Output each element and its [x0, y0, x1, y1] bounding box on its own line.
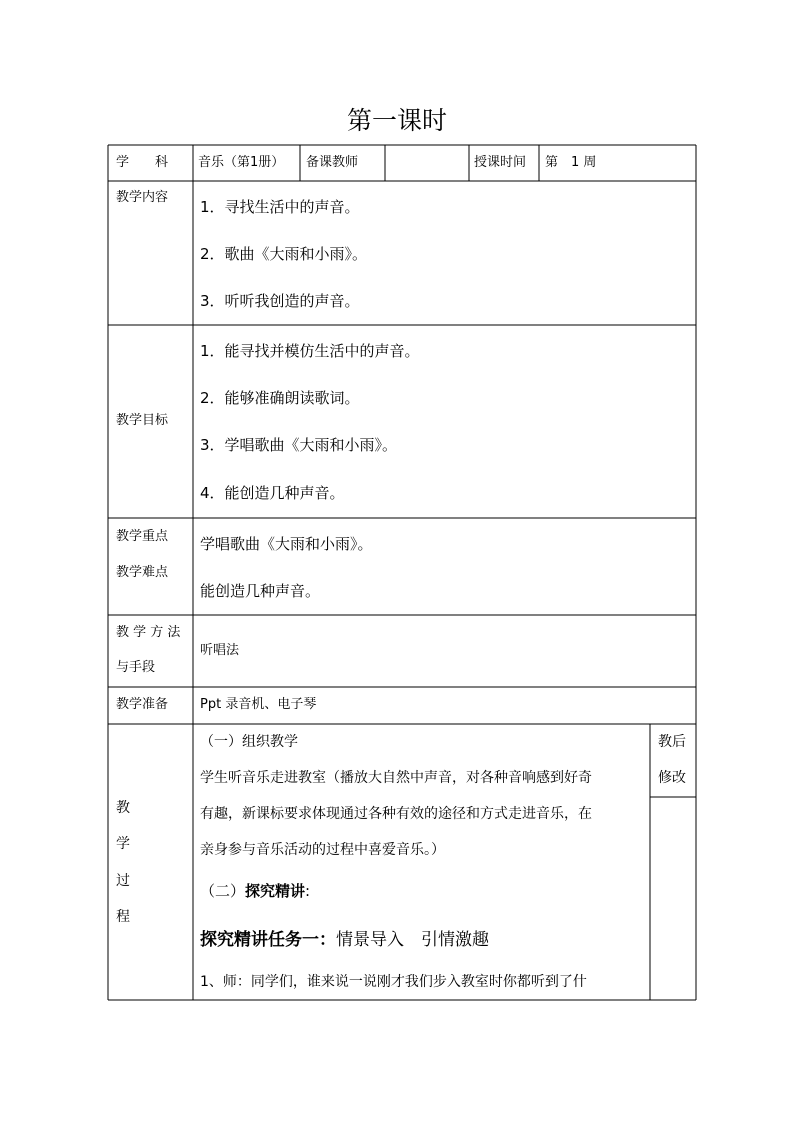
- teacher-label: 备课教师: [306, 155, 359, 170]
- teacher-dialogue-line: 1、师：同学们，谁来说一说刚才我们步入教室时你都听到了什: [200, 974, 587, 990]
- content-item: 2．歌曲《大雨和小雨》。: [200, 245, 368, 263]
- section-explore-prefix: （二）: [200, 882, 246, 900]
- section-explore-suffix: :: [305, 882, 311, 900]
- process-label-char: 教: [116, 800, 130, 816]
- objective-item: 4．能创造几种声音。: [200, 484, 345, 502]
- time-label: 授课时间: [474, 155, 527, 170]
- key-point-value: 学唱歌曲《大雨和小雨》。: [200, 535, 373, 553]
- section-explore-title: 探究精讲: [245, 882, 306, 900]
- subject-value: 音乐（第1册）: [198, 155, 285, 170]
- objective-item: 3．学唱歌曲《大雨和小雨》。: [200, 436, 398, 454]
- task-title: 探究精讲任务一：: [200, 930, 336, 950]
- paragraph-line: 亲身参与音乐活动的过程中喜爱音乐。）: [200, 842, 445, 858]
- method-value: 听唱法: [200, 643, 240, 658]
- content-item: 1．寻找生活中的声音。: [200, 198, 360, 216]
- revise-label-cont: 修改: [658, 770, 686, 786]
- explore-task-one: [200, 930, 489, 950]
- content-label: 教学内容: [116, 190, 169, 205]
- difficult-point-label: 教学难点: [116, 565, 169, 580]
- key-point-label: 教学重点: [116, 529, 169, 544]
- objectives-label: 教学目标: [116, 413, 169, 428]
- time-value: 第 1 周: [545, 155, 597, 170]
- page-title: 第一课时: [346, 106, 447, 135]
- task-text: 情景导入 引情激趣: [336, 930, 489, 950]
- process-label-char: 学: [116, 836, 130, 852]
- objective-item: 2．能够准确朗读歌词。: [200, 389, 360, 407]
- method-label-cont: 与手段: [116, 660, 156, 675]
- section-organize: （一）组织教学: [200, 734, 298, 750]
- paragraph-line: 有趣，新课标要求体现通过各种有效的途径和方式走进音乐，在: [200, 806, 592, 822]
- content-item: 3．听听我创造的声音。: [200, 292, 360, 310]
- subject-label: 学 科: [116, 155, 169, 170]
- revise-label: 教后: [658, 734, 686, 750]
- process-label-char: 程: [116, 909, 130, 925]
- paragraph-line: 学生听音乐走进教室（播放大自然中声音，对各种音响感到好奇: [200, 770, 592, 786]
- method-label: 教 学 方 法: [116, 625, 181, 640]
- section-explore: [200, 882, 310, 900]
- process-label-char: 过: [116, 873, 130, 889]
- prep-label: 教学准备: [116, 697, 169, 712]
- objective-item: 1．能寻找并模仿生活中的声音。: [200, 342, 420, 360]
- difficult-point-value: 能创造几种声音。: [200, 582, 321, 600]
- prep-value: Ppt 录音机、电子琴: [200, 697, 317, 712]
